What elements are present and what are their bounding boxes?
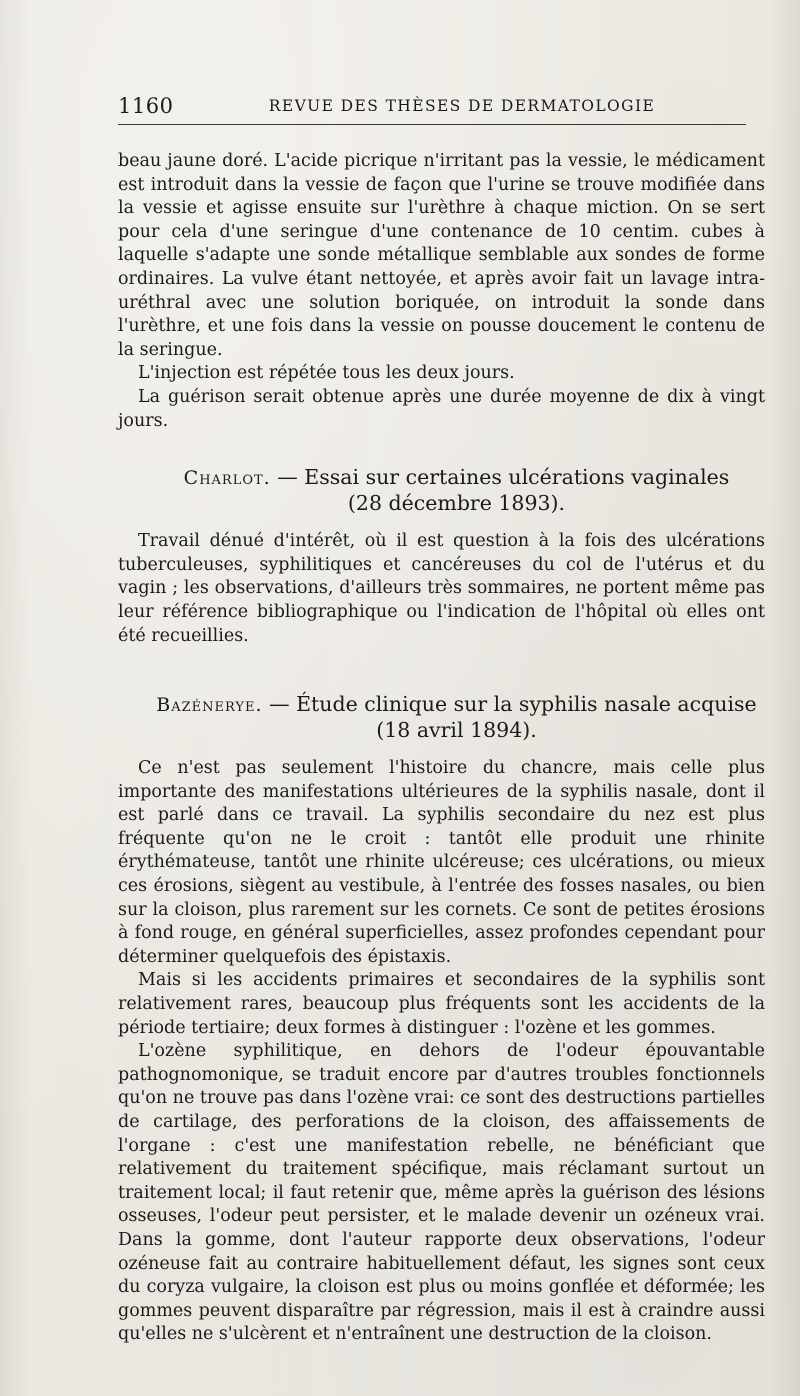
journal-title: REVUE DES THÈSES DE DERMATOLOGIE [268, 97, 656, 115]
article-heading-bazenerye [118, 692, 765, 743]
article-title-line-1: — Essai sur certaines ulcérations vaginales [277, 465, 730, 490]
article-title-line-2: (18 avril 1894). [376, 718, 537, 743]
running-header [118, 94, 746, 125]
article-title-line-2: (28 décembre 1893). [347, 491, 566, 516]
article-paragraph: Ce n'est pas seulement l'histoire du chancre, mais celle plus importante des manifestations ultérieures de la syphilis nasale, dont il est parlé dans ce travail. La syphilis secondaire du nez est plus fréquente qu'on ne le croit : tantôt elle produit une rhinite érythémateuse, tantôt une rhinite ulcéreuse; ces ulcérations, ou mieux ces érosions, siègent au vestibule, à l'entrée des fosses nasales, ou bien sur la cloison, plus rarement sur les cornets. Ce sont de petites érosions à fond rouge, en général superficielles, assez profondes cependant pour déterminer quelquefois des épistaxis. [118, 758, 765, 967]
article-author: Charlot. [183, 467, 271, 490]
article-author: Bazénerye. [156, 694, 263, 717]
article-title-line-1: — Étude clinique sur la syphilis nasale acquise [269, 692, 757, 717]
article-heading-charlot [118, 465, 765, 516]
article-paragraph: Travail dénué d'intérêt, où il est question à la fois des ulcérations tuberculeuses, syphilitiques et cancéreuses du col de l'utérus et du vagin ; les observations, d'ailleurs très sommaires, ne portent même pas leur référence bibliographique ou l'indication de l'hôpital où elles ont été recueillies. [118, 531, 765, 646]
continuation-paragraph-3: La guérison serait obtenue après une durée moyenne de dix à vingt jours. [118, 386, 765, 431]
article-paragraph: L'ozène syphilitique, en dehors de l'odeur épouvantable pathognomonique, se traduit encore par d'autres troubles fonctionnels qu'on ne trouve pas dans l'ozène vrai: ce sont des destructions partielles de cartilage, des perforations de la cloison, des affaissements de l'organe : c'est une manifestation rebelle, ne bénéficiant que relativement du traitement spécifique, mais réclamant surtout un traitement local; il faut retenir que, même après la guérison des lésions osseuses, l'odeur peut persister, et le malade devenir un ozéneux vrai. Dans la gomme, dont l'auteur rapporte deux observations, l'odeur ozéneuse fait au contraire habituellement défaut, les signes sont ceux du coryza vulgaire, la cloison est plus ou moins gonflée et déformée; les gommes peuvent disparaître par régression, mais il est à craindre aussi qu'elles ne s'ulcèrent et n'entraînent une destruction de la cloison. [118, 1041, 765, 1345]
article-paragraph: Mais si les accidents primaires et secondaires de la syphilis sont relativement rares, beaucoup plus fréquents sont les accidents de la période tertiaire; deux formes à distinguer : l'ozène et les gommes. [118, 970, 765, 1038]
page-number: 1160 [118, 94, 174, 118]
continuation-paragraph-2: L'injection est répétée tous les deux jours. [138, 363, 515, 384]
page-body [118, 150, 765, 1347]
continuation-paragraph-1: beau jaune doré. L'acide picrique n'irritant pas la vessie, le médicament est introduit dans la vessie de façon que l'urine se trouve modifiée dans la vessie et agisse ensuite sur l'urèthre à chaque miction. On se sert pour cela d'une seringue d'une contenance de 10 centim. cubes à laquelle s'adapte une sonde métallique semblable aux sondes de forme ordinaires. La vulve étant nettoyée, et après avoir fait un lavage intra-uréthral avec une solution boriquée, on introduit la sonde dans l'urèthre, et une fois dans la vessie on pousse doucement le contenu de la seringue. [118, 151, 765, 360]
